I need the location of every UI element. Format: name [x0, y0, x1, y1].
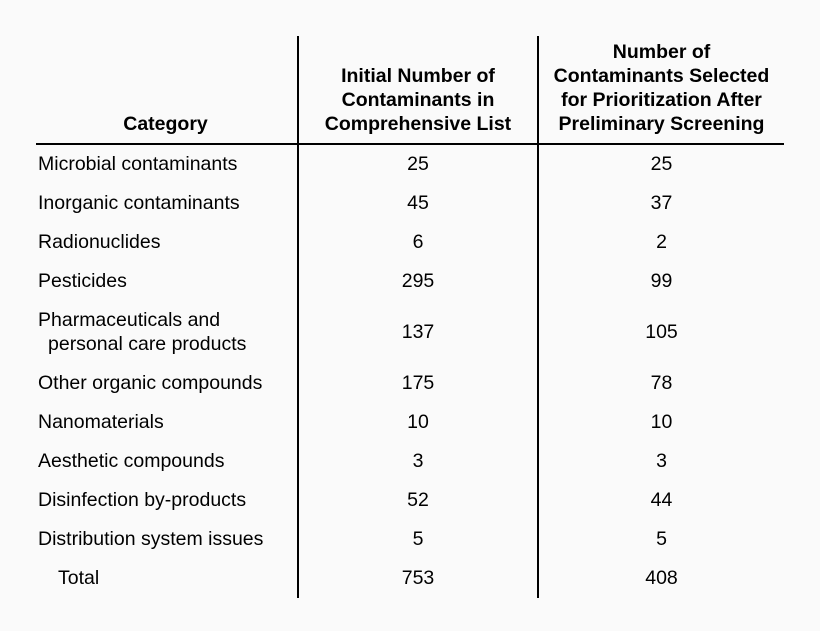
header-initial-line: Contaminants in: [341, 89, 495, 111]
row-selected-count: 78: [538, 364, 784, 403]
row-initial-count: 295: [298, 262, 538, 301]
row-category: Nanomaterials: [38, 411, 164, 433]
header-initial-line: Initial Number of: [341, 65, 495, 87]
table-row: [36, 301, 784, 364]
table-row: [36, 442, 784, 481]
table-row: [36, 520, 784, 559]
row-initial-count: 45: [298, 184, 538, 223]
row-selected-count: 2: [538, 223, 784, 262]
header-selected-line: Contaminants Selected: [553, 65, 770, 87]
header-initial-line: Comprehensive List: [324, 113, 512, 135]
contaminants-table-container: [36, 36, 784, 598]
row-category-line: Pharmaceuticals and: [38, 309, 221, 331]
row-category: Pesticides: [38, 270, 127, 292]
row-selected-count: 99: [538, 262, 784, 301]
header-selected-line: for Prioritization After: [561, 89, 762, 111]
row-category: Other organic compounds: [38, 372, 263, 394]
row-category: Aesthetic compounds: [38, 450, 225, 472]
table-row: [36, 481, 784, 520]
row-initial-count: 5: [298, 520, 538, 559]
row-category: Microbial contaminants: [38, 153, 238, 175]
header-category-text: Category: [123, 113, 208, 135]
table-header: [36, 36, 784, 144]
row-initial-count: 10: [298, 403, 538, 442]
row-selected-count: 10: [538, 403, 784, 442]
row-initial-count: 25: [298, 144, 538, 184]
row-category: Inorganic contaminants: [38, 192, 240, 214]
total-label: Total: [58, 567, 100, 589]
header-selected-number: [538, 36, 784, 144]
total-initial-count: 753: [298, 559, 538, 598]
header-initial-number: [298, 36, 538, 144]
contaminants-table: [36, 36, 784, 598]
row-initial-count: 52: [298, 481, 538, 520]
row-category: Distribution system issues: [38, 528, 264, 550]
header-selected-line: Number of: [612, 41, 711, 63]
row-initial-count: 6: [298, 223, 538, 262]
header-selected-line: Preliminary Screening: [558, 113, 765, 135]
table-row: [36, 364, 784, 403]
row-selected-count: 5: [538, 520, 784, 559]
table-body: [36, 144, 784, 598]
table-row: [36, 184, 784, 223]
row-category: Radionuclides: [38, 231, 161, 253]
row-selected-count: 37: [538, 184, 784, 223]
total-selected-count: 408: [538, 559, 784, 598]
row-selected-count: 25: [538, 144, 784, 184]
header-category: [36, 36, 298, 144]
header-row: [36, 36, 784, 144]
table-row: [36, 262, 784, 301]
row-selected-count: 105: [538, 301, 784, 364]
row-selected-count: 3: [538, 442, 784, 481]
row-category-line: personal care products: [48, 333, 247, 355]
table-row: [36, 223, 784, 262]
row-initial-count: 3: [298, 442, 538, 481]
row-selected-count: 44: [538, 481, 784, 520]
row-initial-count: 175: [298, 364, 538, 403]
row-initial-count: 137: [298, 301, 538, 364]
row-category: [36, 301, 298, 364]
total-row: [36, 559, 784, 598]
row-category: Disinfection by-products: [38, 489, 247, 511]
table-row: [36, 144, 784, 184]
table-row: [36, 403, 784, 442]
